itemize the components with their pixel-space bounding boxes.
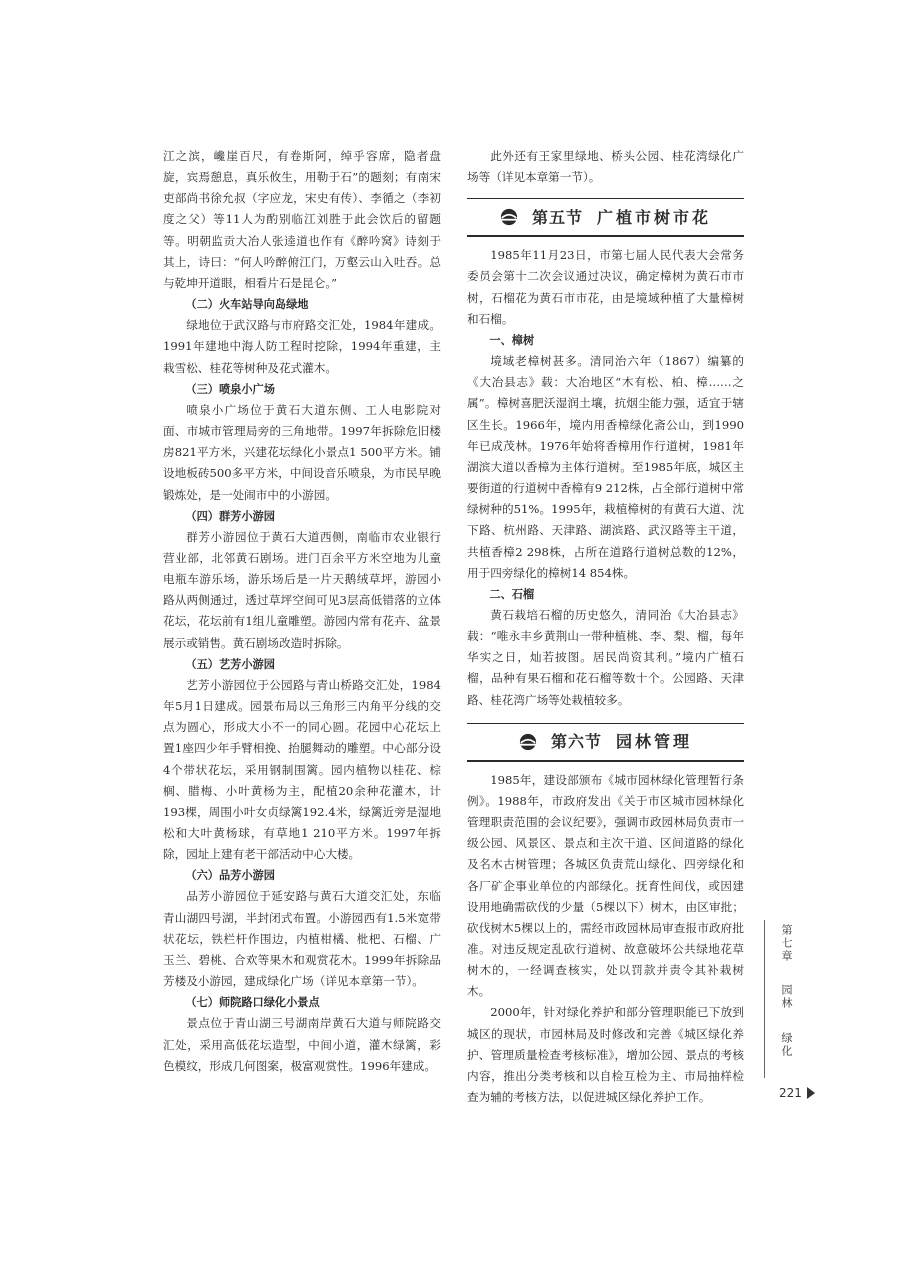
subheading: （三）喷泉小广场 xyxy=(185,382,275,396)
left-column xyxy=(163,146,441,1077)
subheading: （四）群芳小游园 xyxy=(185,509,275,523)
section-number: 第五节 xyxy=(531,207,583,227)
body-paragraph: 黄石栽培石榴的历史悠久，清同治《大冶县志》载：“唯永丰乡黄荆山一带种植桃、李、梨、榴，每年华实之日，灿若披图。居民尚资其利。”境内广植石榴，品种有果石榴和花石榴等数十个。公园路、天津路、桂花湾广场等处栽植较多。 xyxy=(467,607,744,707)
page-footer xyxy=(779,1086,815,1100)
subheading: 一、樟树 xyxy=(489,333,535,347)
section-emblem-icon xyxy=(500,208,518,226)
subheading: （五）艺芳小游园 xyxy=(185,657,275,671)
page-number: 221 xyxy=(779,1086,802,1100)
section-title: 广植市树市花 xyxy=(597,207,712,227)
body-paragraph: 品芳小游园位于延安路与黄石大道交汇处，东临青山湖四号湖，半封闭式布置。小游园西有1.5米宽带状花坛，铁栏杆作围边，内植柑橘、枇杷、石榴、广玉兰、碧桃、合欢等果木和观赏花木。1999年拆除品芳楼及小游园，建成绿化广场（详见本章第一节）。 xyxy=(163,889,441,989)
body-paragraph: 绿地位于武汉路与市府路交汇处，1984年建成。1991年建地中海人防工程时挖除，1994年重建，主栽雪松、桂花等树种及花式灌木。 xyxy=(163,318,441,375)
section-emblem-icon xyxy=(519,733,537,751)
chapter-label: 第七章 xyxy=(780,924,793,963)
section-title: 园林管理 xyxy=(616,732,693,752)
body-paragraph: 群芳小游园位于黄石大道西侧，南临市农业银行营业部，北邻黄石剧场。进门百余平方米空地为儿童电瓶车游乐场，游乐场后是一片天鹅绒草坪，游园小路从两侧通过，透过草坪空间可见3层高低错落的立体花坛，花坛前有1组儿童雕塑。游园内常有花卉、盆景展示或销售。黄石剧场改造时拆除。 xyxy=(163,529,441,650)
body-paragraph: 喷泉小广场位于黄石大道东侧、工人电影院对面、市城市管理局旁的三角地带。1997年拆除危旧楼房821平方米，兴建花坛绿化小景点1 500平方米。铺设地板砖500多平方米，中间设音乐喷泉，为市民早晚锻炼处，是一处闹市中的小游园。 xyxy=(163,402,441,502)
section-heading-5 xyxy=(467,198,744,237)
section-heading-6 xyxy=(467,723,744,762)
body-paragraph: 艺芳小游园位于公园路与青山桥路交汇处，1984年5月1日建成。园景布局以三角形三内角平分线的交点为圆心，形成大小不一的同心圆。花园中心花坛上置1座四少年手臂相挽、抬腿舞动的雕塑。中心部分设4个带状花坛，采用钢制围篱。园内植物以桂花、棕榈、腊梅、小叶黄杨为主，配植20余种花灌木，计193棵，周围小叶女贞绿篱192.4米，绿篱近旁是湿地松和大叶黄杨球，有草地1 210平方米。1997年拆除，园址上建有老干部活动中心大楼。 xyxy=(163,677,441,862)
next-page-arrow-icon xyxy=(807,1087,815,1099)
body-paragraph: 此外还有王家里绿地、桥头公园、桂花湾绿化广场等（详见本章第一节）。 xyxy=(467,149,744,185)
section-number: 第六节 xyxy=(550,732,602,752)
right-column xyxy=(467,146,744,1108)
body-paragraph: 1985年，建设部颁布《城市园林绿化管理暂行条例》。1988年，市政府发出《关于市区城市园林绿化管理职责范围的会议纪要》，强调市政园林局负责市一级公园、风景区、景点和主次干道、区间道路的绿化及名木古树管理；各城区负责荒山绿化、四旁绿化和各厂矿企事业单位的内部绿化。抚育性间伐，或因建设用地确需砍伐的少量（5棵以下）树木，由区审批；砍伐树木5棵以上的，需经市政园林局审查报市政府批准。对违反规定乱砍行道树、故意破坏公共绿地花草树木的，一经调查核实，处以罚款并责令其补栽树木。 xyxy=(467,772,744,999)
subheading: （七）师院路口绿化小景点 xyxy=(185,996,320,1010)
subheading: （六）品芳小游园 xyxy=(185,869,275,883)
body-paragraph: 2000年，针对绿化养护和部分管理职能已下放到城区的现状，市园林局及时修改和完善《城区绿化养护、管理质量检查考核标准》，增加公园、景点的考核内容，推出分类考核和以自检互检为主、市局抽样检查为辅的考核方法，以促进城区绿化养护工作。 xyxy=(467,1005,744,1105)
body-paragraph: 境域老樟树甚多。清同治六年（1867）编纂的《大冶县志》载：大冶地区“木有松、柏、樟……之属”。樟树喜肥沃湿润土壤，抗烟尘能力强，适宜于辖区生长。1966年，境内用香樟绿化斋公山，到1990年已成茂林。1976年始将香樟用作行道树，1981年湖滨大道以香樟为主体行道树。至1985年底，城区主要街道的行道树中香樟有9 212株，占全部行道树中常绿树种的51%。1995年，栽植樟树的有黄石大道、沈下路、杭州路、天津路、湖滨路、武汉路等主干道，共植香樟2 298株，占所在道路行道树总数的12%，用于四旁绿化的樟树14 854株。 xyxy=(467,354,744,580)
subheading: 二、石榴 xyxy=(489,587,535,601)
body-paragraph: 景点位于青山湖三号湖南岸黄石大道与师院路交汇处，采用高低花坛造型，中间小道，灌木绿篱，彩色模纹，形成几何图案，极富观赏性。1996年建成。 xyxy=(163,1016,441,1073)
chapter-side-tab xyxy=(764,920,805,1078)
subheading: （二）火车站导向岛绿地 xyxy=(185,298,309,312)
chapter-topic: 绿化 xyxy=(780,1032,793,1058)
body-paragraph: 1985年11月23日，市第七届人民代表大会常务委员会第十二次会议通过决议，确定樟树为黄石市市树，石榴花为黄石市市花，由是境域种植了大量樟树和石榴。 xyxy=(467,248,744,326)
chapter-topic: 园林 xyxy=(780,984,793,1010)
body-paragraph: 江之滨，巉崖百尺，有卷斯阿，绰乎容席，隐者盘旋，宾焉憩息，真乐攸生，用勒于石”的题刻；有南宋吏部尚书徐允叔（字应龙，宋史有传）、李循之（李初度之父）等11人为酌别临江刘胜于此会饮后的留题等。明朝监贡大冶人张逵道也作有《醉吟窝》诗刻于其上，诗曰：“何人吟醉俯江门，万壑云山入吐吞。总与乾坤开道眼，相看片石是昆仑。” xyxy=(163,149,441,290)
